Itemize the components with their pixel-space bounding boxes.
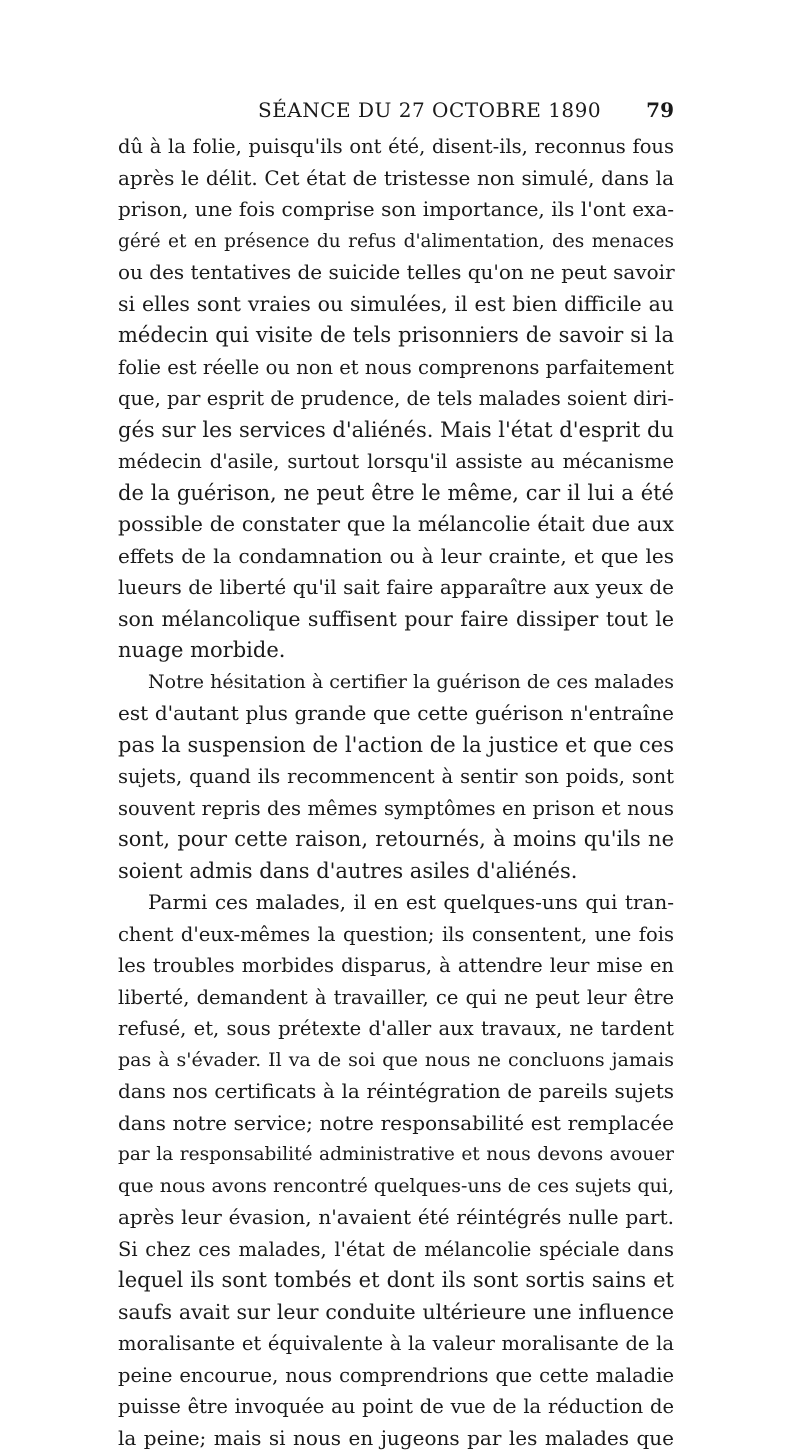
text-line: gés sur les services d'aliénés. Mais l'état d'esprit du: [118, 415, 674, 447]
text-line: soient admis dans d'autres asiles d'aliénés.: [118, 856, 674, 888]
text-line: dû à la folie, puisqu'ils ont été, disent-ils, reconnus fous: [118, 131, 674, 163]
text-line: ou des tentatives de suicide telles qu'on ne peut savoir: [118, 257, 674, 289]
running-title: SÉANCE DU 27 OCTOBRE 1890: [258, 96, 601, 124]
body-text: [118, 131, 674, 1454]
text-line: les troubles morbides disparus, à attendre leur mise en: [118, 950, 674, 982]
text-line: est d'autant plus grande que cette guérison n'entraîne: [118, 698, 674, 730]
text-line: moralisante et équivalente à la valeur moralisante de la: [118, 1328, 674, 1360]
text-line: sont, pour cette raison, retournés, à moins qu'ils ne: [118, 824, 674, 856]
text-line: de la guérison, ne peut être le même, car il lui a été: [118, 478, 674, 510]
text-line: peine encourue, nous comprendrions que cette maladie: [118, 1360, 674, 1392]
text-line: dans nos certificats à la réintégration de pareils sujets: [118, 1076, 674, 1108]
text-line: médecin qui visite de tels prisonniers de savoir si la: [118, 320, 674, 352]
text-line: possible de constater que la mélancolie était due aux: [118, 509, 674, 541]
text-line: pas la suspension de l'action de la justice et que ces: [118, 730, 674, 762]
running-head: [118, 96, 674, 124]
text-line: saufs avait sur leur conduite ultérieure une influence: [118, 1297, 674, 1329]
text-line: géré et en présence du refus d'alimentation, des menaces: [118, 226, 674, 258]
text-line: souvent repris des mêmes symptômes en prison et nous: [118, 793, 674, 825]
text-line: Si chez ces malades, l'état de mélancolie spéciale dans: [118, 1234, 674, 1266]
text-line: effets de la condamnation ou à leur crainte, et que les: [118, 541, 674, 573]
text-line: sujets, quand ils recommencent à sentir son poids, sont: [118, 761, 674, 793]
text-line: son mélancolique suffisent pour faire dissiper tout le: [118, 604, 674, 636]
page-number: 79: [646, 96, 674, 124]
text-line: que nous avons rencontré quelques-uns de ces sujets qui,: [118, 1171, 674, 1203]
text-line: après le délit. Cet état de tristesse non simulé, dans la: [118, 163, 674, 195]
text-line: pas à s'évader. Il va de soi que nous ne concluons jamais: [118, 1045, 674, 1077]
text-line: médecin d'asile, surtout lorsqu'il assiste au mécanisme: [118, 446, 674, 478]
text-line: lueurs de liberté qu'il sait faire apparaître aux yeux de: [118, 572, 674, 604]
text-line: Parmi ces malades, il en est quelques-uns qui tran-: [118, 887, 674, 919]
text-line: nuage morbide.: [118, 635, 674, 667]
text-line: chent d'eux-mêmes la question; ils consentent, une fois: [118, 919, 674, 951]
text-line: folie est réelle ou non et nous comprenons parfaitement: [118, 352, 674, 384]
text-line: refusé, et, sous prétexte d'aller aux travaux, ne tardent: [118, 1013, 674, 1045]
text-line: après leur évasion, n'avaient été réintégrés nulle part.: [118, 1202, 674, 1234]
book-page: [118, 96, 674, 1454]
text-line: dans notre service; notre responsabilité est remplacée: [118, 1108, 674, 1140]
text-line: par la responsabilité administrative et nous devons avouer: [118, 1139, 674, 1171]
text-line: Notre hésitation à certifier la guérison de ces malades: [118, 667, 674, 699]
text-line: que, par esprit de prudence, de tels malades soient diri-: [118, 383, 674, 415]
text-line: la peine; mais si nous en jugeons par les malades que: [118, 1423, 674, 1454]
text-line: si elles sont vraies ou simulées, il est bien difficile au: [118, 289, 674, 321]
text-line: prison, une fois comprise son importance, ils l'ont exa-: [118, 194, 674, 226]
text-line: lequel ils sont tombés et dont ils sont sortis sains et: [118, 1265, 674, 1297]
text-line: puisse être invoquée au point de vue de la réduction de: [118, 1391, 674, 1423]
text-line: liberté, demandent à travailler, ce qui ne peut leur être: [118, 982, 674, 1014]
